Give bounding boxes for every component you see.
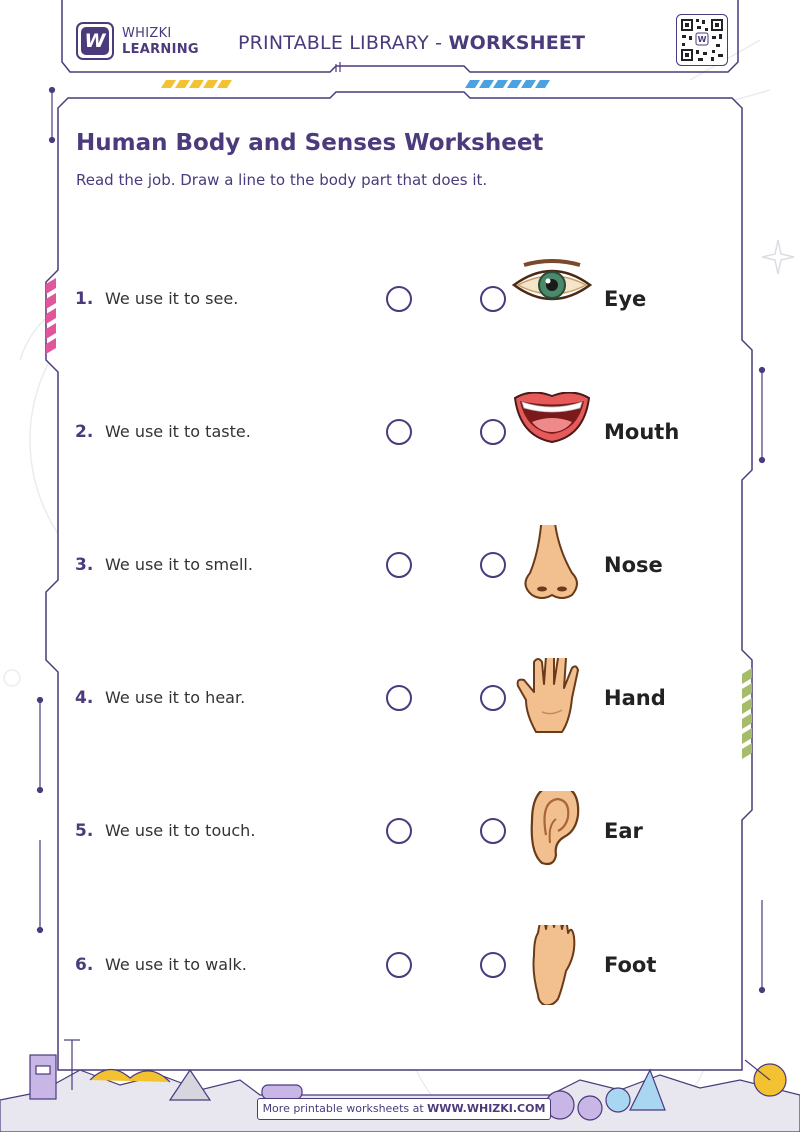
answer-connector-dot[interactable] (480, 552, 506, 578)
answer-word: Eye (604, 287, 647, 311)
answer-connector-dot[interactable] (480, 952, 506, 978)
answer-word: Hand (604, 686, 666, 710)
mouth-icon (512, 392, 592, 472)
clue-text: We use it to see. (105, 289, 239, 308)
match-row (0, 799, 800, 879)
brand-logo-letter: W (81, 27, 109, 55)
clue-connector-dot[interactable] (386, 952, 412, 978)
header-title-prefix: PRINTABLE LIBRARY - (238, 32, 449, 54)
worksheet-instructions: Read the job. Draw a line to the body part that does it. (76, 171, 488, 189)
nose-icon (512, 525, 592, 605)
qr-code-icon (676, 14, 728, 66)
answer-word: Ear (604, 819, 643, 843)
clue-connector-dot[interactable] (386, 419, 412, 445)
answer-connector-dot[interactable] (480, 685, 506, 711)
brand-subname: LEARNING (122, 42, 199, 57)
footer-prefix: More printable worksheets at (262, 1102, 428, 1115)
worksheet-title: Human Body and Senses Worksheet (76, 130, 544, 156)
clue-text: We use it to walk. (105, 955, 247, 974)
item-number: 5. (75, 821, 94, 841)
svg-text:W: W (697, 35, 707, 44)
item-number: 3. (75, 555, 94, 575)
clue-text: We use it to hear. (105, 688, 246, 707)
footer-link-banner[interactable] (257, 1098, 551, 1120)
match-row (0, 400, 800, 480)
brand-name: WHIZKI (122, 26, 172, 41)
item-number: 1. (75, 289, 94, 309)
brand-logo (76, 22, 114, 60)
item-number: 4. (75, 688, 94, 708)
eye-icon (512, 259, 592, 339)
footer-link[interactable]: WWW.WHIZKI.COM (427, 1102, 546, 1115)
match-row (0, 666, 800, 746)
clue-connector-dot[interactable] (386, 552, 412, 578)
clue-connector-dot[interactable] (386, 818, 412, 844)
clue-text: We use it to smell. (105, 555, 253, 574)
answer-connector-dot[interactable] (480, 419, 506, 445)
answer-word: Mouth (604, 420, 680, 444)
hand-icon (512, 658, 592, 738)
answer-connector-dot[interactable] (480, 818, 506, 844)
clue-text: We use it to touch. (105, 821, 256, 840)
foot-icon (512, 925, 592, 1005)
ear-icon (512, 791, 592, 871)
answer-word: Foot (604, 953, 657, 977)
match-row (0, 533, 800, 613)
clue-connector-dot[interactable] (386, 286, 412, 312)
match-row (0, 267, 800, 347)
header-title-bold: WORKSHEET (448, 32, 586, 54)
answer-connector-dot[interactable] (480, 286, 506, 312)
match-row (0, 933, 800, 1013)
answer-word: Nose (604, 553, 663, 577)
clue-connector-dot[interactable] (386, 685, 412, 711)
header-title (238, 32, 585, 54)
clue-text: We use it to taste. (105, 422, 251, 441)
item-number: 6. (75, 955, 94, 975)
item-number: 2. (75, 422, 94, 442)
